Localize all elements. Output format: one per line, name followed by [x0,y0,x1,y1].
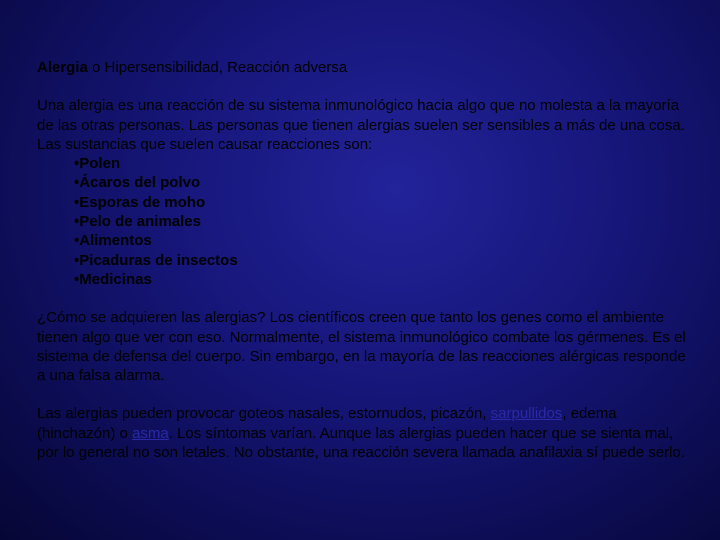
list-item [74,231,697,250]
genes-paragraph: ¿Cómo se adquieren las alergias? Los científicos creen que tanto los genes como el ambiente tienen algo que ver con eso. Normalmente, el sistema inmunológico combate los gérmenes. Es el sistema de defensa del cuerpo. Sin embargo, en la mayoría de las reacciones alérgicas responde a una falsa alarma. [37,309,686,385]
list-item [74,251,697,270]
list-item-label: Polen [79,155,121,173]
list-item [74,154,697,173]
list-item [74,193,697,212]
list-item [74,212,697,231]
intro-paragraph: Una alergia es una reacción de su sistema inmunológico hacia algo que no molesta a la mayoría de las otras personas. Las personas que tienen alergias suelen ser sensibles a más de una cosa. Las sustancias que suelen causar reacciones son: [37,97,685,153]
slide-content [37,58,697,462]
symptoms-text-1: Las alergias pueden provocar goteos nasales, estornudos, picazón, [37,405,491,423]
heading-bold: Alergia [37,59,88,76]
symptoms-text-2: , edema (hinchazón) o [37,405,617,442]
list-item [74,173,697,192]
list-item [74,270,697,289]
list-item-label: Ácaros del polvo [79,174,201,192]
sarpullidos-link[interactable]: sarpullidos [490,405,563,423]
substances-list [37,154,697,289]
list-item-label: Picaduras de insectos [79,251,238,269]
symptoms-text-3: . Los síntomas varían. Aunque las alergias pueden hacer que se sienta mal, por lo general no son letales. No obstante, una reacción severa llamada anafilaxia sí puede serlo. [37,424,685,462]
heading-rest: o Hipersensibilidad, Reacción adversa [87,59,348,76]
heading [37,58,697,77]
asma-link[interactable]: asma [132,424,169,442]
list-item-label: Medicinas [79,270,152,288]
list-item-label: Alimentos [79,232,152,250]
list-item-label: Esporas de moho [79,193,206,211]
list-item-label: Pelo de animales [79,213,201,231]
symptoms-paragraph [37,404,697,462]
